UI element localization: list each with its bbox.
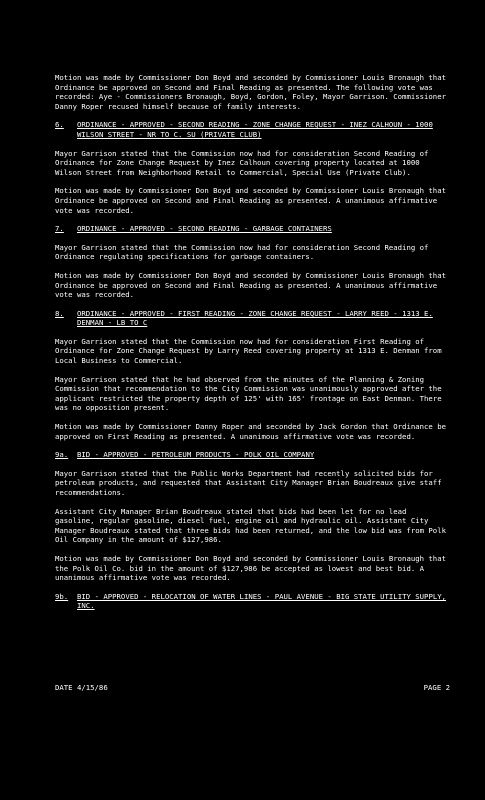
item-paragraph: Motion was made by Commissioner Don Boyd and seconded by Commissioner Louis Bronaugh that the Polk Oil Co. bid in the amount of $127,986 be accepted as lowest and best bid. A unanimous affirmative vote was recorded. xyxy=(55,553,446,583)
item-8 xyxy=(55,309,450,442)
item-heading xyxy=(55,592,450,611)
item-title: BID - APPROVED - PETROLEUM PRODUCTS - POLK OIL COMPANY xyxy=(77,450,315,460)
item-number: 9b. xyxy=(55,591,69,601)
item-paragraph: Motion was made by Commissioner Danny Roper and seconded by Jack Gordon that Ordinance be approved on First Reading as presented. A unanimous affirmative vote was recorded. xyxy=(55,422,446,441)
item-7 xyxy=(55,224,450,300)
document-page xyxy=(55,73,450,620)
item-heading xyxy=(55,450,450,460)
item-6 xyxy=(55,120,450,215)
item-number: 6. xyxy=(55,120,64,130)
item-title: ORDINANCE - APPROVED - SECOND READING - ZONE CHANGE REQUEST - INEZ CALHOUN - 1000 WILSON STREET - NR TO C. SU (PRIVATE CLUB) xyxy=(77,120,433,139)
item-heading xyxy=(55,309,450,328)
item-number: 9a. xyxy=(55,450,69,460)
item-paragraph: Mayor Garrison stated that the Commission now had for consideration Second Reading of Ordinance regulating specifications for garbage containers. xyxy=(55,242,429,262)
intro-paragraph: Motion was made by Commissioner Don Boyd and seconded by Commissioner Louis Bronaugh that Ordinance be approved on Second and Final Reading as presented. The following vote was recorded: Aye - Commissioners Bronaugh, Boyd, Gordon, Foley, Mayor Garrison. Commissioner Danny Roper recused himself because of family interests. xyxy=(55,73,446,111)
item-paragraph: Assistant City Manager Brian Boudreaux stated that bids had been let for no lead gasoline, regular gasoline, diesel fuel, engine oil and hydraulic oil. Assistant City Manager Boudreaux stated that three bids had been returned, and the low bid was from Polk Oil Company in the amount of $127,986. xyxy=(55,506,446,545)
item-title: ORDINANCE - APPROVED - SECOND READING - GARBAGE CONTAINERS xyxy=(77,224,332,234)
item-9a xyxy=(55,450,450,583)
item-paragraph: Mayor Garrison stated that he had observed from the minutes of the Planning & Zoning Commission that recommendation to the City Commission was unanimously approved after the applicant restricted the property depth of 125' with 165' frontage on East Denman. There was no opposition present. xyxy=(55,374,442,413)
item-paragraph: Mayor Garrison stated that the Commission now had for consideration First Reading of Ordinance for Zone Change Request by Larry Reed covering property at 1313 E. Denman from Local Business to Commercial. xyxy=(55,336,442,366)
page-footer xyxy=(55,683,450,693)
item-paragraph: Motion was made by Commissioner Don Boyd and seconded by Commissioner Louis Bronaugh that Ordinance be approved on Second and Final Reading as presented. A unanimous affirmative vote was recorded. xyxy=(55,270,446,300)
item-number: 7. xyxy=(55,224,64,234)
item-9b xyxy=(55,592,450,611)
item-heading xyxy=(55,120,450,139)
item-paragraph: Motion was made by Commissioner Don Boyd and seconded by Commissioner Louis Bronaugh that Ordinance be approved on Second and Final Reading as presented. A unanimous affirmative vote was recorded. xyxy=(55,186,446,215)
item-paragraph: Mayor Garrison stated that the Commission now had for consideration Second Reading of Ordinance for Zone Change Request by Inez Calhoun covering property located at 1000 Wilson Street from Neighborhood Retail to Commercial, Special Use (Private Club). xyxy=(55,148,429,177)
item-number: 8. xyxy=(55,308,64,318)
footer-date: DATE 4/15/86 xyxy=(55,683,108,692)
footer-page-number: PAGE 2 xyxy=(423,683,450,692)
item-title: ORDINANCE - APPROVED - FIRST READING - ZONE CHANGE REQUEST - LARRY REED - 1313 E. DENMAN - LB TO C xyxy=(77,308,433,328)
item-title: BID - APPROVED - RELOCATION OF WATER LINES - PAUL AVENUE - BIG STATE UTILITY SUPPLY, INC. xyxy=(77,591,447,611)
item-paragraph: Mayor Garrison stated that the Public Works Department had recently solicited bids for petroleum products, and requested that Assistant City Manager Brian Boudreaux give staff recommendations. xyxy=(55,468,442,497)
item-heading xyxy=(55,224,450,234)
